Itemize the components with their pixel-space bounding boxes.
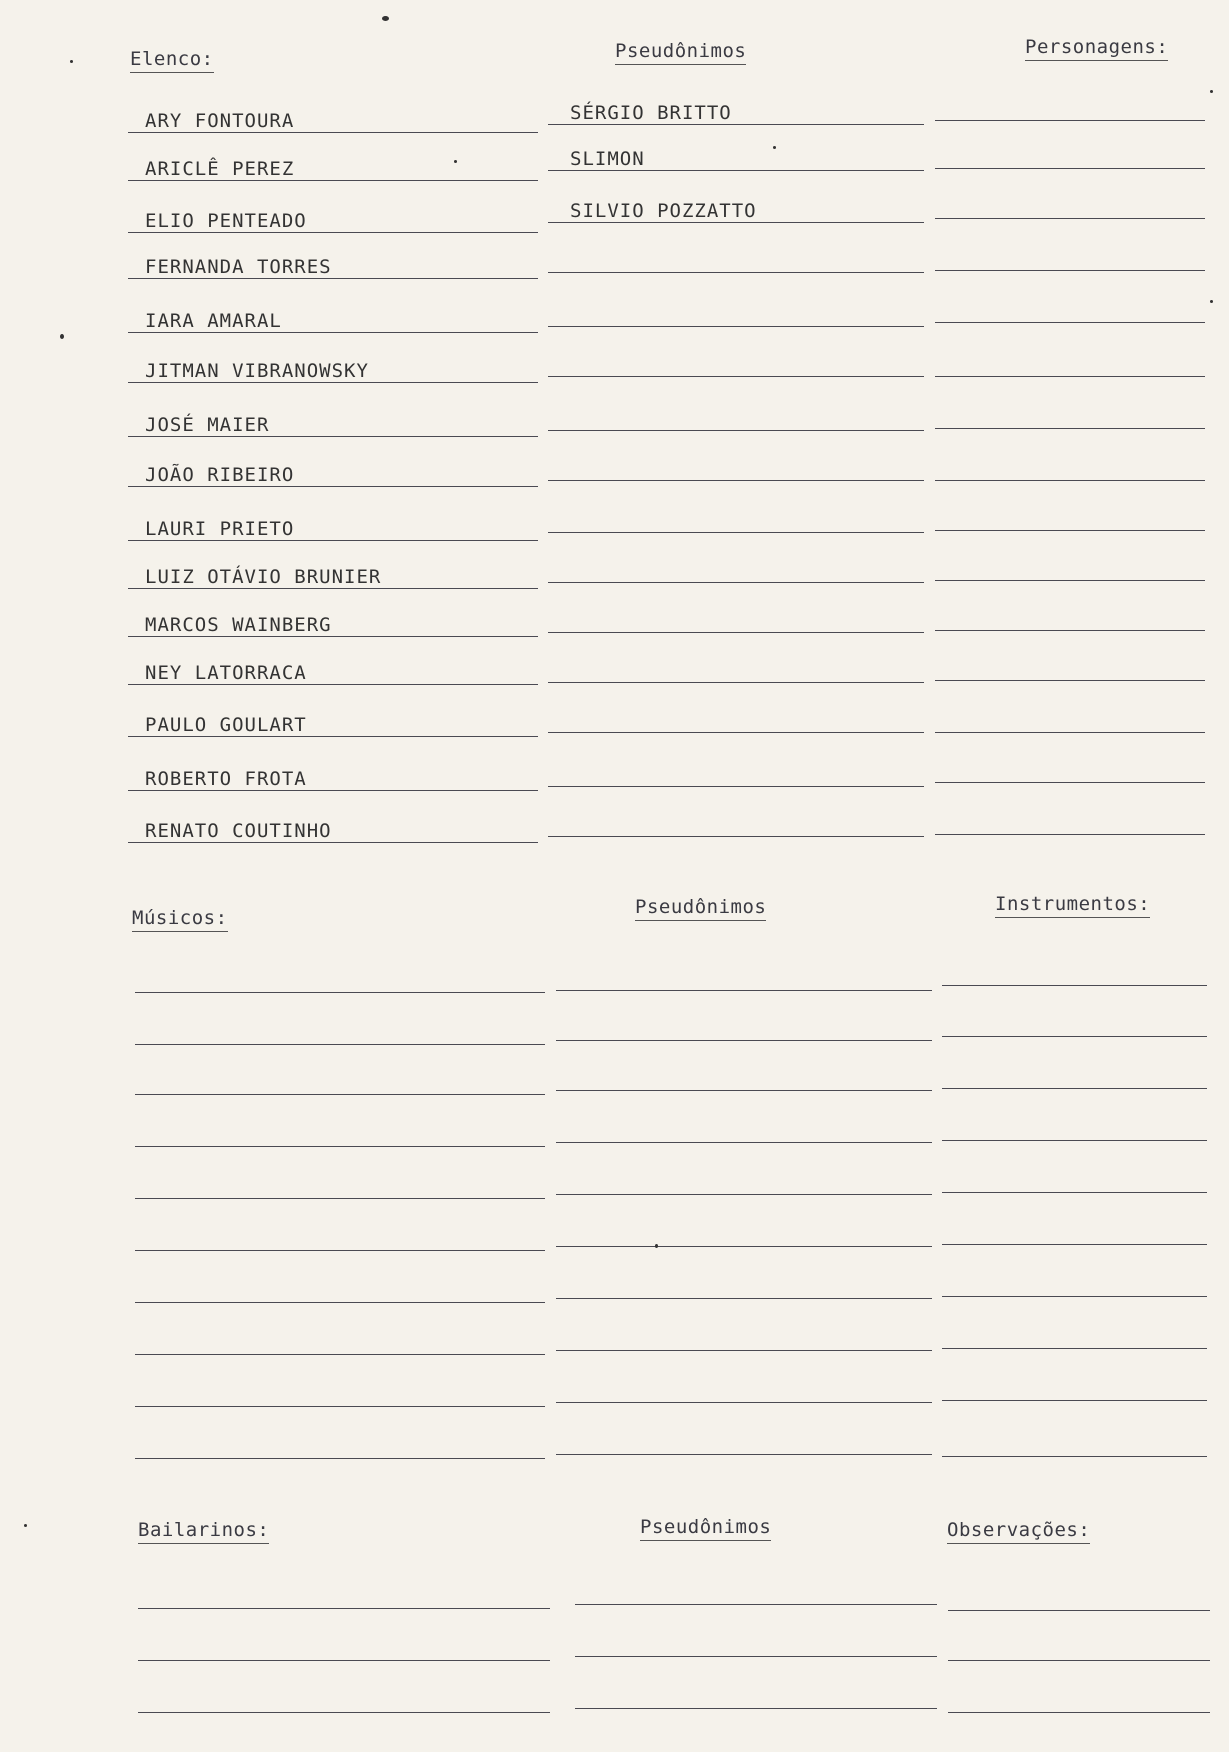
line [548,532,924,533]
line [548,430,924,431]
line [942,985,1207,986]
line [128,132,538,133]
line [948,1660,1210,1661]
bailarinos-header: Bailarinos: [138,1519,269,1544]
musicos-header: Músicos: [132,907,228,932]
personagens-header: Personagens: [1025,36,1168,61]
line [935,168,1205,169]
line [556,1298,932,1299]
line [128,790,538,791]
observacoes-header: Observações: [947,1519,1090,1544]
line [942,1456,1207,1457]
pseudonimos-mid-header: Pseudônimos [635,896,766,921]
line [548,682,924,683]
line [135,1250,545,1251]
line [548,124,924,125]
line [128,684,538,685]
pseudonimo-name: SLIMON [570,148,645,170]
line [556,1142,932,1143]
line [575,1656,937,1657]
line [135,1354,545,1355]
elenco-name: MARCOS WAINBERG [145,614,332,636]
elenco-header: Elenco: [130,48,214,73]
line [548,582,924,583]
line [548,480,924,481]
line [935,376,1205,377]
line [128,382,538,383]
line [548,376,924,377]
line [556,1454,932,1455]
line [948,1610,1210,1611]
elenco-name: JOSÉ MAIER [145,414,270,436]
line [548,732,924,733]
stray-mark [60,334,64,339]
line [935,732,1205,733]
line [548,170,924,171]
line [135,1094,545,1095]
line [935,120,1205,121]
elenco-name: LAURI PRIETO [145,518,295,540]
line [138,1608,550,1609]
line [935,580,1205,581]
line [935,480,1205,481]
line [575,1604,937,1605]
line [935,218,1205,219]
stray-mark [1210,300,1213,303]
elenco-name: ROBERTO FROTA [145,768,307,790]
line [556,1090,932,1091]
line [135,1198,545,1199]
line [942,1036,1207,1037]
line [128,842,538,843]
line [128,636,538,637]
line [556,1350,932,1351]
pseudonimos-top-header: Pseudônimos [615,40,746,65]
stray-mark [24,1524,27,1527]
line [138,1660,550,1661]
elenco-name: JOÃO RIBEIRO [145,464,295,486]
line [128,232,538,233]
elenco-name: RENATO COUTINHO [145,820,332,842]
stray-mark [382,16,389,21]
elenco-name: PAULO GOULART [145,714,307,736]
line [548,632,924,633]
line [128,278,538,279]
line [135,1302,545,1303]
line [556,1040,932,1041]
line [935,270,1205,271]
elenco-name: ARY FONTOURA [145,110,295,132]
line [128,486,538,487]
line [548,786,924,787]
line [556,1402,932,1403]
line [548,222,924,223]
line [128,332,538,333]
pseudonimo-name: SILVIO POZZATTO [570,200,757,222]
line [575,1708,937,1709]
line [935,322,1205,323]
line [942,1140,1207,1141]
line [935,680,1205,681]
line [128,588,538,589]
stray-mark [70,60,73,63]
line [135,1146,545,1147]
line [556,1246,932,1247]
elenco-name: ELIO PENTEADO [145,210,307,232]
line [548,272,924,273]
line [556,1194,932,1195]
line [128,180,538,181]
pseudonimos-bottom-header: Pseudônimos [640,1516,771,1541]
line [935,428,1205,429]
line [935,630,1205,631]
instrumentos-header: Instrumentos: [995,893,1150,918]
elenco-name: JITMAN VIBRANOWSKY [145,360,369,382]
line [942,1244,1207,1245]
line [548,326,924,327]
line [548,836,924,837]
elenco-name: ARICLÊ PEREZ [145,158,295,180]
line [935,834,1205,835]
pseudonimo-name: SÉRGIO BRITTO [570,102,732,124]
line [942,1348,1207,1349]
stray-mark [454,160,457,163]
line [942,1400,1207,1401]
line [135,1458,545,1459]
line [135,1406,545,1407]
line [135,1044,545,1045]
line [128,540,538,541]
line [942,1088,1207,1089]
line [935,530,1205,531]
stray-mark [1210,90,1213,93]
line [948,1712,1210,1713]
elenco-name: FERNANDA TORRES [145,256,332,278]
line [135,992,545,993]
line [942,1192,1207,1193]
stray-mark [773,146,776,149]
line [128,436,538,437]
elenco-name: LUIZ OTÁVIO BRUNIER [145,566,382,588]
line [556,990,932,991]
line [128,736,538,737]
elenco-name: IARA AMARAL [145,310,282,332]
elenco-name: NEY LATORRACA [145,662,307,684]
stray-mark [655,1244,658,1248]
line [935,782,1205,783]
line [942,1296,1207,1297]
line [138,1712,550,1713]
